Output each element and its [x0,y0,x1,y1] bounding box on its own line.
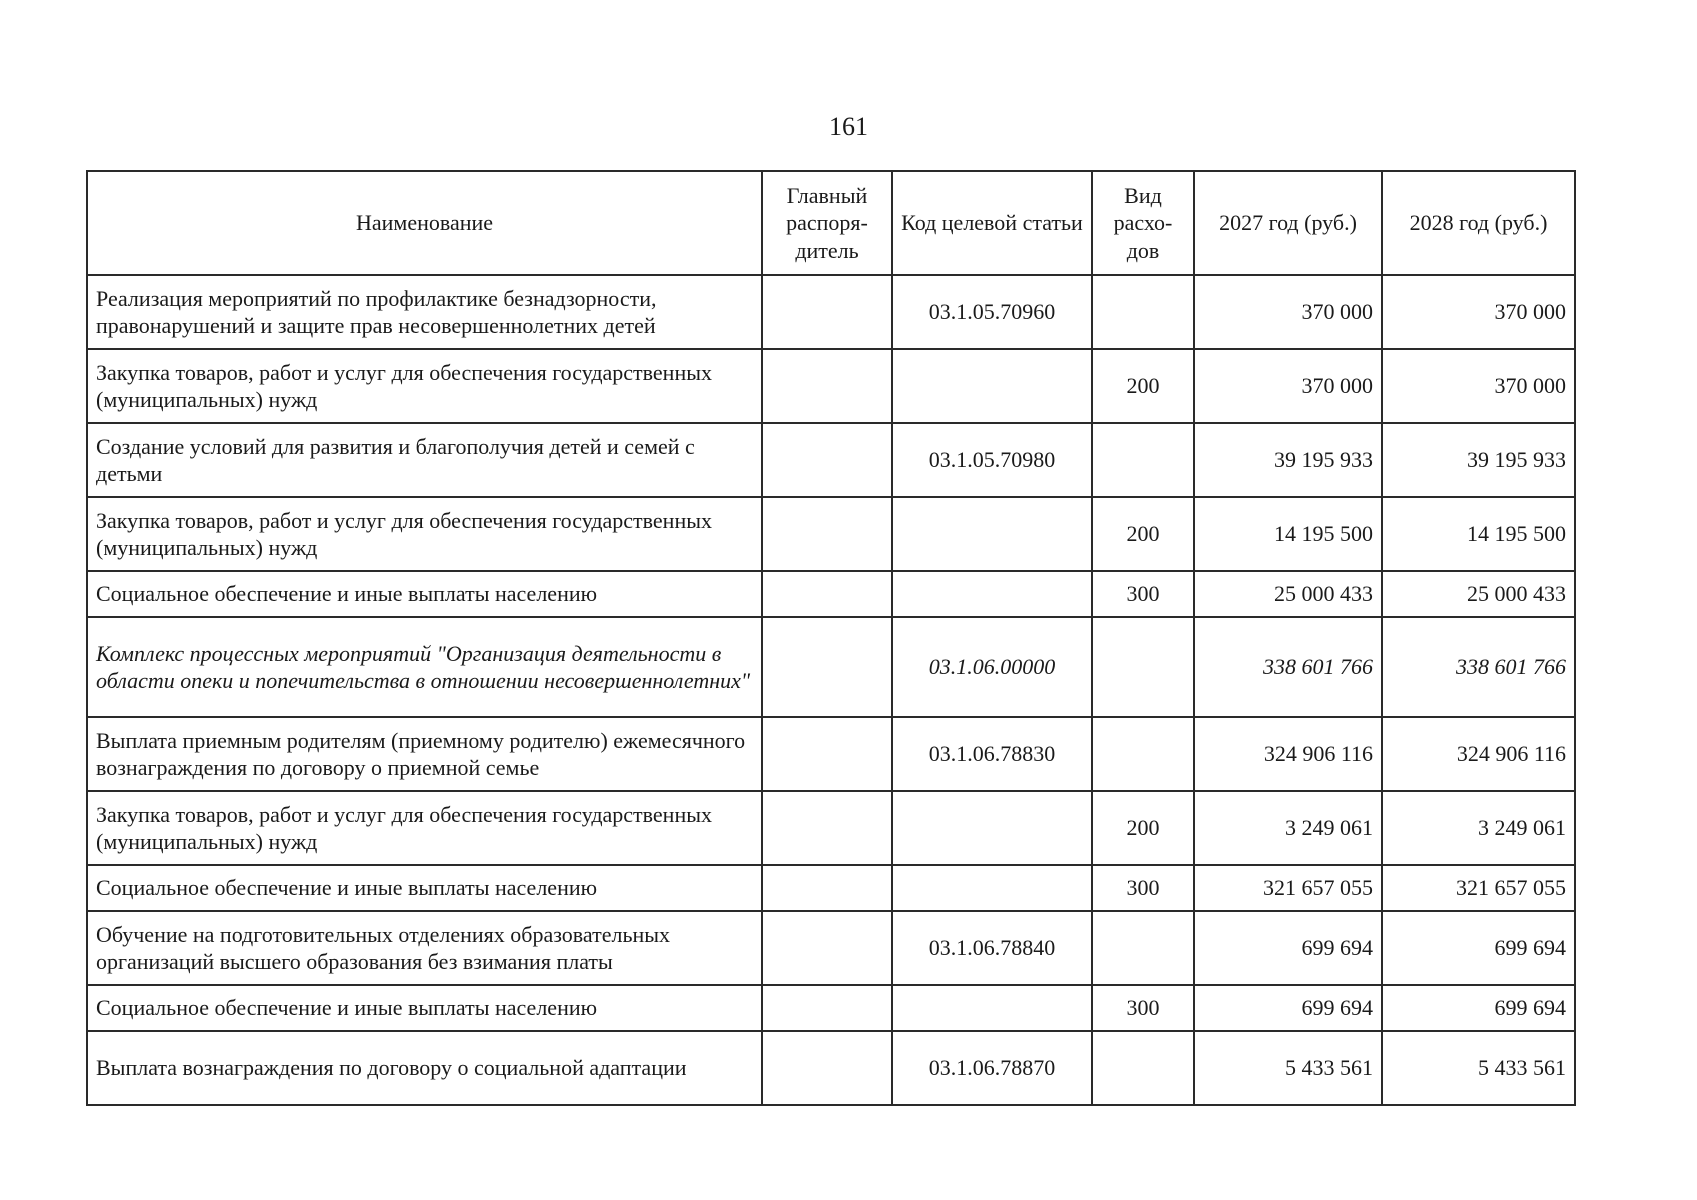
cell-code [892,349,1092,423]
cell-code: 03.1.06.78870 [892,1031,1092,1105]
table-row [87,865,1575,911]
header-main-administrator: Главный распоря-дитель [762,171,892,275]
table-row [87,349,1575,423]
cell-2028: 39 195 933 [1382,423,1575,497]
table-row [87,275,1575,349]
cell-type: 200 [1092,497,1194,571]
table-row [87,617,1575,717]
cell-name: Создание условий для развития и благополучия детей и семей с детьми [87,423,762,497]
cell-name: Закупка товаров, работ и услуг для обеспечения государственных (муниципальных) нужд [87,497,762,571]
budget-table [86,170,1576,1106]
cell-2028: 370 000 [1382,349,1575,423]
table-row [87,985,1575,1031]
cell-code: 03.1.05.70960 [892,275,1092,349]
cell-2027: 324 906 116 [1194,717,1382,791]
cell-admin [762,911,892,985]
cell-2027: 321 657 055 [1194,865,1382,911]
cell-2028: 699 694 [1382,985,1575,1031]
cell-type [1092,423,1194,497]
table-row [87,717,1575,791]
cell-code: 03.1.06.78840 [892,911,1092,985]
header-year-2028: 2028 год (руб.) [1382,171,1575,275]
cell-admin [762,349,892,423]
table-row [87,911,1575,985]
header-name: Наименование [87,171,762,275]
cell-code: 03.1.06.78830 [892,717,1092,791]
header-year-2027: 2027 год (руб.) [1194,171,1382,275]
cell-type: 200 [1092,791,1194,865]
cell-2027: 14 195 500 [1194,497,1382,571]
cell-name: Реализация мероприятий по профилактике безнадзорности, правонарушений и защите прав несовершеннолетних детей [87,275,762,349]
cell-type: 200 [1092,349,1194,423]
cell-code [892,791,1092,865]
cell-admin [762,617,892,717]
cell-name: Выплата приемным родителям (приемному родителю) ежемесячного вознаграждения по договору о приемной семье [87,717,762,791]
cell-2028: 3 249 061 [1382,791,1575,865]
cell-type: 300 [1092,865,1194,911]
cell-admin [762,497,892,571]
cell-name: Социальное обеспечение и иные выплаты населению [87,865,762,911]
cell-name: Социальное обеспечение и иные выплаты населению [87,571,762,617]
cell-2027: 25 000 433 [1194,571,1382,617]
cell-2028: 324 906 116 [1382,717,1575,791]
cell-code: 03.1.06.00000 [892,617,1092,717]
table-row [87,1031,1575,1105]
cell-code [892,985,1092,1031]
cell-type [1092,275,1194,349]
cell-2028: 699 694 [1382,911,1575,985]
cell-2028: 14 195 500 [1382,497,1575,571]
cell-admin [762,717,892,791]
cell-type: 300 [1092,571,1194,617]
table-row [87,497,1575,571]
cell-2028: 370 000 [1382,275,1575,349]
cell-2027: 370 000 [1194,349,1382,423]
cell-name: Комплекс процессных мероприятий "Организация деятельности в области опеки и попечительства в отношении несовершеннолетних" [87,617,762,717]
table-row [87,791,1575,865]
cell-2027: 699 694 [1194,985,1382,1031]
cell-type [1092,717,1194,791]
cell-name: Закупка товаров, работ и услуг для обеспечения государственных (муниципальных) нужд [87,791,762,865]
page-number: 161 [829,112,868,141]
cell-admin [762,1031,892,1105]
cell-name: Выплата вознаграждения по договору о социальной адаптации [87,1031,762,1105]
cell-name: Социальное обеспечение и иные выплаты населению [87,985,762,1031]
cell-2027: 699 694 [1194,911,1382,985]
cell-type [1092,1031,1194,1105]
cell-type [1092,911,1194,985]
cell-admin [762,571,892,617]
cell-2028: 5 433 561 [1382,1031,1575,1105]
cell-2028: 321 657 055 [1382,865,1575,911]
cell-name: Закупка товаров, работ и услуг для обеспечения государственных (муниципальных) нужд [87,349,762,423]
cell-2027: 338 601 766 [1194,617,1382,717]
table-row [87,423,1575,497]
cell-2027: 5 433 561 [1194,1031,1382,1105]
cell-admin [762,791,892,865]
cell-type [1092,617,1194,717]
cell-2027: 39 195 933 [1194,423,1382,497]
cell-code: 03.1.05.70980 [892,423,1092,497]
cell-name: Обучение на подготовительных отделениях образовательных организаций высшего образования без взимания платы [87,911,762,985]
cell-2027: 370 000 [1194,275,1382,349]
cell-admin [762,865,892,911]
cell-code [892,497,1092,571]
header-expense-type: Вид расхо-дов [1092,171,1194,275]
table-header-row [87,171,1575,275]
cell-admin [762,985,892,1031]
header-target-code: Код целевой статьи [892,171,1092,275]
cell-code [892,571,1092,617]
cell-2028: 25 000 433 [1382,571,1575,617]
cell-code [892,865,1092,911]
cell-type: 300 [1092,985,1194,1031]
cell-admin [762,275,892,349]
cell-2027: 3 249 061 [1194,791,1382,865]
cell-2028: 338 601 766 [1382,617,1575,717]
cell-admin [762,423,892,497]
table-row [87,571,1575,617]
